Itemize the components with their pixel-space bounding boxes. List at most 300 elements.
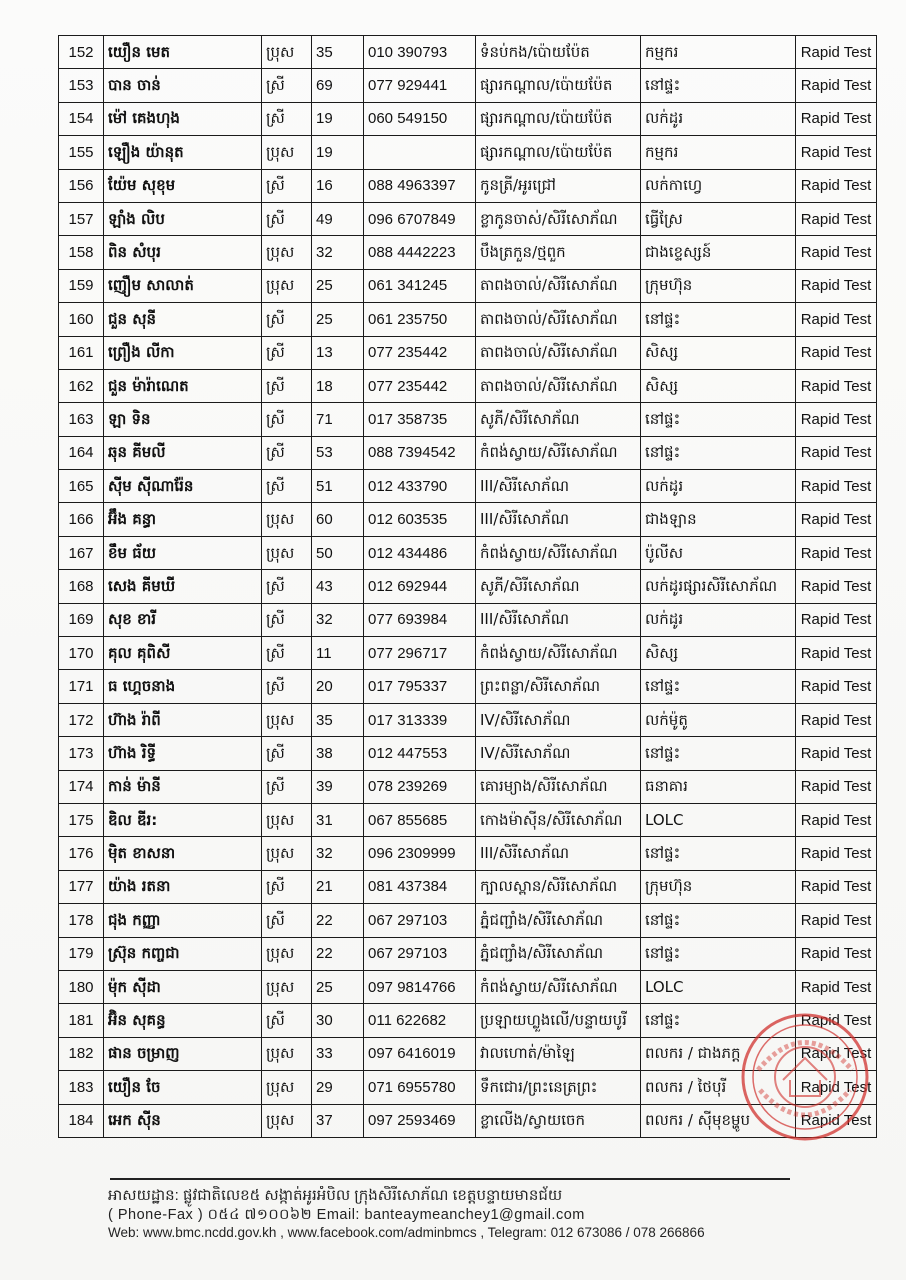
sex-cell: ប្រុស (262, 1071, 312, 1104)
phone-number-cell: 078 239269 (364, 770, 476, 803)
sex-cell: ស្រី (262, 770, 312, 803)
address-cell: តាពងចាល់/សិរីសោភ័ណ (476, 269, 641, 302)
sex-cell: ស្រី (262, 570, 312, 603)
covid-test-roster-table (58, 35, 877, 1138)
address-cell: បឹងត្រកួន/ថ្មពួក (476, 236, 641, 269)
table-row (59, 770, 877, 803)
phone-number-cell: 017 313339 (364, 703, 476, 736)
test-type-cell: Rapid Test (796, 1104, 877, 1137)
age-cell: 31 (312, 803, 364, 836)
person-name-cell: យឿន មេត (104, 36, 262, 69)
table-row (59, 703, 877, 736)
occupation-cell: សិស្ស (641, 336, 796, 369)
address-cell: IV/សិរីសោភ័ណ (476, 737, 641, 770)
test-type-cell: Rapid Test (796, 637, 877, 670)
row-number-cell: 166 (59, 503, 104, 536)
row-number-cell: 174 (59, 770, 104, 803)
person-name-cell: ជុង កញ្ញា (104, 904, 262, 937)
phone-number-cell: 096 6707849 (364, 202, 476, 235)
sex-cell: ប្រុស (262, 703, 312, 736)
age-cell: 39 (312, 770, 364, 803)
sex-cell: ស្រី (262, 637, 312, 670)
address-cell: ផ្សារកណ្ដាល/ប៉ោយប៉ែត (476, 102, 641, 135)
person-name-cell: ម៉ុក ស៊ីដា (104, 970, 262, 1003)
row-number-cell: 156 (59, 169, 104, 202)
age-cell: 16 (312, 169, 364, 202)
table-row (59, 470, 877, 503)
test-type-cell: Rapid Test (796, 403, 877, 436)
phone-number-cell: 088 4963397 (364, 169, 476, 202)
occupation-cell: កម្មករ (641, 36, 796, 69)
phone-number-cell: 096 2309999 (364, 837, 476, 870)
row-number-cell: 161 (59, 336, 104, 369)
age-cell: 22 (312, 904, 364, 937)
person-name-cell: ញឿម សាលាត់ (104, 269, 262, 302)
row-number-cell: 176 (59, 837, 104, 870)
phone-number-cell: 077 296717 (364, 637, 476, 670)
table-row (59, 1104, 877, 1137)
address-cell: កោងម៉ាស៊ីន/សិរីសោភ័ណ (476, 803, 641, 836)
person-name-cell: អ៊ិន សុគន្ធ (104, 1004, 262, 1037)
phone-number-cell (364, 136, 476, 169)
sex-cell: ប្រុស (262, 536, 312, 569)
sex-cell: ប្រុស (262, 136, 312, 169)
sex-cell: ស្រី (262, 303, 312, 336)
phone-number-cell: 077 693984 (364, 603, 476, 636)
address-cell: ខ្លាកូនចាស់/សិរីសោភ័ណ (476, 202, 641, 235)
test-type-cell: Rapid Test (796, 436, 877, 469)
sex-cell: ស្រី (262, 737, 312, 770)
person-name-cell: អ៊ឹង គន្ធា (104, 503, 262, 536)
sex-cell: ស្រី (262, 670, 312, 703)
sex-cell: ស្រី (262, 336, 312, 369)
row-number-cell: 164 (59, 436, 104, 469)
sex-cell: ស្រី (262, 102, 312, 135)
occupation-cell: ប៉ូលីស (641, 536, 796, 569)
test-type-cell: Rapid Test (796, 904, 877, 937)
phone-number-cell: 077 929441 (364, 69, 476, 102)
test-type-cell: Rapid Test (796, 236, 877, 269)
occupation-cell: នៅផ្ទះ (641, 69, 796, 102)
age-cell: 53 (312, 436, 364, 469)
table-row (59, 1071, 877, 1104)
table-row (59, 570, 877, 603)
sex-cell: ស្រី (262, 403, 312, 436)
table-row (59, 269, 877, 302)
person-name-cell: យ៉ាង រតនា (104, 870, 262, 903)
occupation-cell: នៅផ្ទះ (641, 303, 796, 336)
phone-number-cell: 012 433790 (364, 470, 476, 503)
phone-number-cell: 097 2593469 (364, 1104, 476, 1137)
occupation-cell: LOLC (641, 970, 796, 1003)
sex-cell: ប្រុស (262, 837, 312, 870)
sex-cell: ស្រី (262, 69, 312, 102)
roster-rows (59, 36, 877, 1138)
sex-cell: ប្រុស (262, 269, 312, 302)
age-cell: 19 (312, 136, 364, 169)
row-number-cell: 168 (59, 570, 104, 603)
table-row (59, 169, 877, 202)
age-cell: 49 (312, 202, 364, 235)
test-type-cell: Rapid Test (796, 770, 877, 803)
address-cell: ភ្នំជញ្ជាំង/សិរីសោភ័ណ (476, 937, 641, 970)
age-cell: 43 (312, 570, 364, 603)
age-cell: 13 (312, 336, 364, 369)
test-type-cell: Rapid Test (796, 369, 877, 402)
footer-contact: ( Phone-Fax ) ០៥៤ ៧១០០៦២ Email: banteaymeanchey1@gmail.com (108, 1207, 585, 1223)
table-row (59, 369, 877, 402)
person-name-cell: អេក ស៊ីន (104, 1104, 262, 1137)
address-cell: តាពងចាល់/សិរីសោភ័ណ (476, 336, 641, 369)
address-cell: IV/សិរីសោភ័ណ (476, 703, 641, 736)
occupation-cell: នៅផ្ទះ (641, 737, 796, 770)
row-number-cell: 177 (59, 870, 104, 903)
person-name-cell: ហ៊ាង រិទ្ធី (104, 737, 262, 770)
phone-number-cell: 077 235442 (364, 336, 476, 369)
footer-web: Web: www.bmc.ncdd.gov.kh , www.facebook.com/adminbmcs , Telegram: 012 673086 / 078 266866 (108, 1225, 705, 1240)
phone-number-cell: 097 9814766 (364, 970, 476, 1003)
person-name-cell: ឆុន គីមលី (104, 436, 262, 469)
sex-cell: ស្រី (262, 1004, 312, 1037)
person-name-cell: ធ ហ្គេចនាង (104, 670, 262, 703)
person-name-cell: ឡា ទិន (104, 403, 262, 436)
phone-number-cell: 067 297103 (364, 937, 476, 970)
test-type-cell: Rapid Test (796, 136, 877, 169)
sex-cell: ប្រុស (262, 803, 312, 836)
age-cell: 69 (312, 69, 364, 102)
phone-number-cell: 061 235750 (364, 303, 476, 336)
age-cell: 30 (312, 1004, 364, 1037)
occupation-cell: នៅផ្ទះ (641, 837, 796, 870)
test-type-cell: Rapid Test (796, 69, 877, 102)
person-name-cell: ពិន សំបុរ (104, 236, 262, 269)
address-cell: សូភី/សិរីសោភ័ណ (476, 403, 641, 436)
row-number-cell: 181 (59, 1004, 104, 1037)
age-cell: 18 (312, 369, 364, 402)
row-number-cell: 175 (59, 803, 104, 836)
person-name-cell: ឡឿង យ៉ានុត (104, 136, 262, 169)
table-row (59, 837, 877, 870)
footer-address: អាសយដ្ឋាន: ផ្លូវជាតិលេខ៥ សង្កាត់អូរអំបិល ក្រុងសិរីសោភ័ណ ខេត្តបន្ទាយមានជ័យ (108, 1187, 563, 1204)
age-cell: 51 (312, 470, 364, 503)
address-cell: ផ្សារកណ្ដាល/ប៉ោយប៉ែត (476, 136, 641, 169)
table-row (59, 503, 877, 536)
test-type-cell: Rapid Test (796, 336, 877, 369)
age-cell: 33 (312, 1037, 364, 1070)
row-number-cell: 158 (59, 236, 104, 269)
person-name-cell: ម៉ៅ គេងហុង (104, 102, 262, 135)
row-number-cell: 162 (59, 369, 104, 402)
age-cell: 22 (312, 937, 364, 970)
phone-number-cell: 012 692944 (364, 570, 476, 603)
row-number-cell: 167 (59, 536, 104, 569)
age-cell: 11 (312, 637, 364, 670)
table-row (59, 36, 877, 69)
person-name-cell: ឡាំង លិប (104, 202, 262, 235)
occupation-cell: ពលករ / ថៃបុរី (641, 1071, 796, 1104)
row-number-cell: 172 (59, 703, 104, 736)
row-number-cell: 152 (59, 36, 104, 69)
age-cell: 35 (312, 703, 364, 736)
age-cell: 71 (312, 403, 364, 436)
age-cell: 38 (312, 737, 364, 770)
table-row (59, 436, 877, 469)
occupation-cell: នៅផ្ទះ (641, 1004, 796, 1037)
person-name-cell: ព្រឿង លីកា (104, 336, 262, 369)
address-cell: ទឹកជោរ/ព្រះនេត្រព្រះ (476, 1071, 641, 1104)
address-cell: តាពងចាល់/សិរីសោភ័ណ (476, 303, 641, 336)
address-cell: វាលហោត់/ម៉ាឡៃ (476, 1037, 641, 1070)
address-cell: III/សិរីសោភ័ណ (476, 603, 641, 636)
phone-number-cell: 077 235442 (364, 369, 476, 402)
test-type-cell: Rapid Test (796, 503, 877, 536)
occupation-cell: ក្រុមហ៊ុន (641, 269, 796, 302)
occupation-cell: លក់ដូរផ្សារសិរីសោភ័ណ (641, 570, 796, 603)
occupation-cell: លក់កាហ្វេ (641, 169, 796, 202)
row-number-cell: 153 (59, 69, 104, 102)
sex-cell: ស្រី (262, 202, 312, 235)
sex-cell: ស្រី (262, 369, 312, 402)
phone-number-cell: 067 297103 (364, 904, 476, 937)
row-number-cell: 170 (59, 637, 104, 670)
occupation-cell: កម្មករ (641, 136, 796, 169)
table-row (59, 670, 877, 703)
person-name-cell: សុខ ខារី (104, 603, 262, 636)
age-cell: 25 (312, 970, 364, 1003)
table-row (59, 303, 877, 336)
sex-cell: ប្រុស (262, 1037, 312, 1070)
person-name-cell: គុល គុពិសី (104, 637, 262, 670)
footer-divider (110, 1178, 790, 1180)
person-name-cell: ជួន សុនី (104, 303, 262, 336)
test-type-cell: Rapid Test (796, 870, 877, 903)
table-row (59, 970, 877, 1003)
address-cell: ក្បាលស្ពាន/សិរីសោភ័ណ (476, 870, 641, 903)
sex-cell: ប្រុស (262, 937, 312, 970)
table-row (59, 904, 877, 937)
sex-cell: ប្រុស (262, 36, 312, 69)
sex-cell: ស្រី (262, 169, 312, 202)
person-name-cell: យ៉ែម សុខុម (104, 169, 262, 202)
age-cell: 25 (312, 269, 364, 302)
address-cell: ប្រឡាយហ្លួងលើ/បន្ទាយបូរី (476, 1004, 641, 1037)
table-row (59, 937, 877, 970)
table-row (59, 136, 877, 169)
table-row (59, 102, 877, 135)
test-type-cell: Rapid Test (796, 737, 877, 770)
test-type-cell: Rapid Test (796, 670, 877, 703)
person-name-cell: យឿន ចែ (104, 1071, 262, 1104)
row-number-cell: 173 (59, 737, 104, 770)
person-name-cell: ហ៊ាង រ៉ាពី (104, 703, 262, 736)
phone-number-cell: 060 549150 (364, 102, 476, 135)
address-cell: ទំនប់កង/ប៉ោយប៉ែត (476, 36, 641, 69)
sex-cell: ប្រុស (262, 970, 312, 1003)
row-number-cell: 157 (59, 202, 104, 235)
row-number-cell: 178 (59, 904, 104, 937)
occupation-cell: ជាងឡាន (641, 503, 796, 536)
address-cell: ភ្នំជញ្ជាំង/សិរីសោភ័ណ (476, 904, 641, 937)
table-row (59, 1004, 877, 1037)
row-number-cell: 160 (59, 303, 104, 336)
address-cell: ផ្សារកណ្ដាល/ប៉ោយប៉ែត (476, 69, 641, 102)
phone-number-cell: 097 6416019 (364, 1037, 476, 1070)
sex-cell: ស្រី (262, 436, 312, 469)
address-cell: កំពង់ស្វាយ/សិរីសោភ័ណ (476, 970, 641, 1003)
phone-number-cell: 012 434486 (364, 536, 476, 569)
table-row (59, 403, 877, 436)
occupation-cell: លក់ដូរ (641, 603, 796, 636)
row-number-cell: 179 (59, 937, 104, 970)
table-row (59, 202, 877, 235)
test-type-cell: Rapid Test (796, 536, 877, 569)
row-number-cell: 154 (59, 102, 104, 135)
age-cell: 29 (312, 1071, 364, 1104)
test-type-cell: Rapid Test (796, 937, 877, 970)
occupation-cell: ធនាគារ (641, 770, 796, 803)
occupation-cell: នៅផ្ទះ (641, 904, 796, 937)
person-name-cell: ស្រ៊ុន កញ្ចជា (104, 937, 262, 970)
occupation-cell: សិស្ស (641, 369, 796, 402)
phone-number-cell: 010 390793 (364, 36, 476, 69)
age-cell: 20 (312, 670, 364, 703)
age-cell: 35 (312, 36, 364, 69)
phone-number-cell: 061 341245 (364, 269, 476, 302)
person-name-cell: សេង គីមឃី (104, 570, 262, 603)
table-row (59, 737, 877, 770)
occupation-cell: នៅផ្ទះ (641, 403, 796, 436)
phone-number-cell: 012 603535 (364, 503, 476, 536)
test-type-cell: Rapid Test (796, 202, 877, 235)
phone-number-cell: 017 358735 (364, 403, 476, 436)
person-name-cell: ខឹម ធ័យ (104, 536, 262, 569)
sex-cell: ស្រី (262, 904, 312, 937)
address-cell: គោរម្យាង/សិរីសោភ័ណ (476, 770, 641, 803)
test-type-cell: Rapid Test (796, 1071, 877, 1104)
phone-number-cell: 081 437384 (364, 870, 476, 903)
table-row (59, 69, 877, 102)
sex-cell: ស្រី (262, 870, 312, 903)
age-cell: 21 (312, 870, 364, 903)
row-number-cell: 165 (59, 470, 104, 503)
sex-cell: ប្រុស (262, 236, 312, 269)
table-row (59, 236, 877, 269)
sex-cell: ប្រុស (262, 503, 312, 536)
occupation-cell: នៅផ្ទះ (641, 436, 796, 469)
occupation-cell: សិស្ស (641, 637, 796, 670)
person-name-cell: ម៉ិត ខាសនា (104, 837, 262, 870)
test-type-cell: Rapid Test (796, 837, 877, 870)
occupation-cell: ធ្វើស្រែ (641, 202, 796, 235)
row-number-cell: 159 (59, 269, 104, 302)
test-type-cell: Rapid Test (796, 102, 877, 135)
address-cell: ព្រះពន្លា/សិរីសោភ័ណ (476, 670, 641, 703)
test-type-cell: Rapid Test (796, 603, 877, 636)
table-row (59, 536, 877, 569)
address-cell: កូនត្រី/អូរជ្រៅ (476, 169, 641, 202)
person-name-cell: ស៊ីម ស៊ីណារ៉ែន (104, 470, 262, 503)
phone-number-cell: 088 7394542 (364, 436, 476, 469)
table-row (59, 870, 877, 903)
test-type-cell: Rapid Test (796, 803, 877, 836)
age-cell: 32 (312, 236, 364, 269)
occupation-cell: ពលករ / ស៊ីមុខម្ហូប (641, 1104, 796, 1137)
row-number-cell: 155 (59, 136, 104, 169)
address-cell: ខ្លាលើង/ស្វាយចេក (476, 1104, 641, 1137)
row-number-cell: 182 (59, 1037, 104, 1070)
test-type-cell: Rapid Test (796, 703, 877, 736)
person-name-cell: ជួន ម៉ារ៉ាណេត (104, 369, 262, 402)
test-type-cell: Rapid Test (796, 303, 877, 336)
test-type-cell: Rapid Test (796, 269, 877, 302)
row-number-cell: 169 (59, 603, 104, 636)
table-row (59, 637, 877, 670)
address-cell: កំពង់ស្វាយ/សិរីសោភ័ណ (476, 637, 641, 670)
phone-number-cell: 011 622682 (364, 1004, 476, 1037)
row-number-cell: 184 (59, 1104, 104, 1137)
table-row (59, 803, 877, 836)
age-cell: 32 (312, 603, 364, 636)
age-cell: 25 (312, 303, 364, 336)
sex-cell: ស្រី (262, 470, 312, 503)
age-cell: 50 (312, 536, 364, 569)
test-type-cell: Rapid Test (796, 1037, 877, 1070)
row-number-cell: 183 (59, 1071, 104, 1104)
sex-cell: ស្រី (262, 603, 312, 636)
phone-number-cell: 017 795337 (364, 670, 476, 703)
sex-cell: ប្រុស (262, 1104, 312, 1137)
person-name-cell: ផាន ចម្រាញ (104, 1037, 262, 1070)
phone-number-cell: 012 447553 (364, 737, 476, 770)
person-name-cell: ឌិល ឌីរ: (104, 803, 262, 836)
age-cell: 32 (312, 837, 364, 870)
address-cell: សូភី/សិរីសោភ័ណ (476, 570, 641, 603)
age-cell: 60 (312, 503, 364, 536)
test-type-cell: Rapid Test (796, 36, 877, 69)
test-type-cell: Rapid Test (796, 169, 877, 202)
person-name-cell: កាន់ ម៉ានី (104, 770, 262, 803)
address-cell: III/សិរីសោភ័ណ (476, 837, 641, 870)
address-cell: កំពង់ស្វាយ/សិរីសោភ័ណ (476, 436, 641, 469)
address-cell: តាពងចាល់/សិរីសោភ័ណ (476, 369, 641, 402)
row-number-cell: 163 (59, 403, 104, 436)
table-row (59, 1037, 877, 1070)
test-type-cell: Rapid Test (796, 1004, 877, 1037)
row-number-cell: 180 (59, 970, 104, 1003)
occupation-cell: LOLC (641, 803, 796, 836)
occupation-cell: នៅផ្ទះ (641, 937, 796, 970)
person-name-cell: បាន ចាន់ (104, 69, 262, 102)
phone-number-cell: 071 6955780 (364, 1071, 476, 1104)
occupation-cell: លក់ដូរ (641, 102, 796, 135)
age-cell: 37 (312, 1104, 364, 1137)
phone-number-cell: 067 855685 (364, 803, 476, 836)
occupation-cell: លក់ដូរ (641, 470, 796, 503)
test-type-cell: Rapid Test (796, 470, 877, 503)
age-cell: 19 (312, 102, 364, 135)
occupation-cell: ពលករ / ជាងភក្ត (641, 1037, 796, 1070)
test-type-cell: Rapid Test (796, 970, 877, 1003)
table-row (59, 336, 877, 369)
address-cell: កំពង់ស្វាយ/សិរីសោភ័ណ (476, 536, 641, 569)
phone-number-cell: 088 4442223 (364, 236, 476, 269)
address-cell: III/សិរីសោភ័ណ (476, 503, 641, 536)
test-type-cell: Rapid Test (796, 570, 877, 603)
occupation-cell: ក្រុមហ៊ុន (641, 870, 796, 903)
table-row (59, 603, 877, 636)
occupation-cell: នៅផ្ទះ (641, 670, 796, 703)
occupation-cell: ជាងខ្ទេស្សន៍ (641, 236, 796, 269)
